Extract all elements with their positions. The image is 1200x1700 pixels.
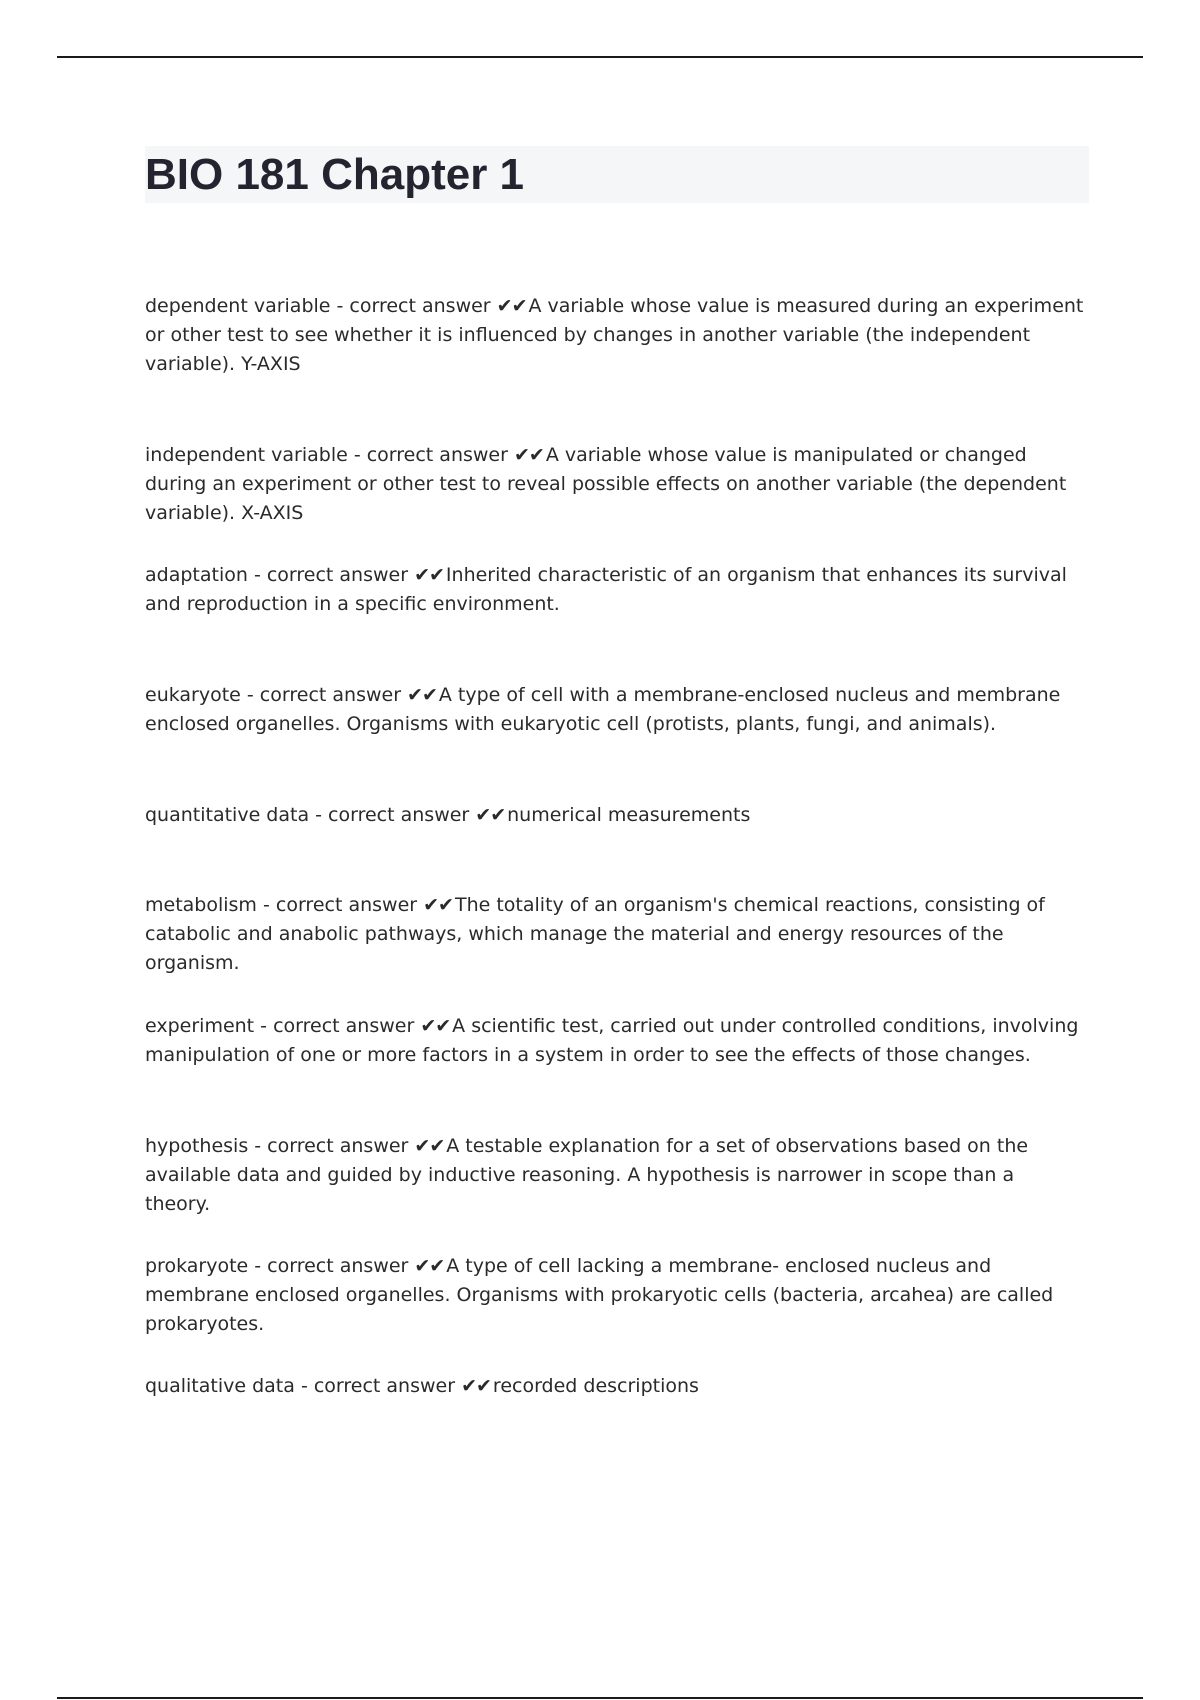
entry-independent-variable <box>145 441 1085 528</box>
entry-term: eukaryote <box>145 684 241 706</box>
entry-eukaryote <box>145 681 1085 739</box>
entry-experiment <box>145 1012 1085 1070</box>
entry-definition: The totality of an organism's chemical reactions, consisting of catabolic and anabolic pathways, which manage the material and energy resources of the organism. <box>145 894 1045 974</box>
check-marks-icon: ✔✔ <box>414 1255 445 1277</box>
entry-term: hypothesis <box>145 1135 249 1157</box>
check-marks-icon: ✔✔ <box>475 804 506 826</box>
entry-prokaryote <box>145 1252 1085 1339</box>
answer-separator: - correct answer <box>294 1375 462 1397</box>
entry-definition: numerical measurements <box>507 804 751 826</box>
entry-term: experiment <box>145 1015 255 1037</box>
entry-definition: A scientific test, carried out under controlled conditions, involving manipulation of one or more factors in a system in order to see the effects of those changes. <box>145 1015 1079 1066</box>
entry-hypothesis <box>145 1132 1085 1219</box>
answer-separator: - correct answer <box>248 1135 415 1157</box>
answer-separator: - correct answer <box>256 894 424 916</box>
entry-definition: A type of cell lacking a membrane- enclosed nucleus and membrane enclosed organelles. Organisms with prokaryotic cells (bacteria, arcahea) are called prokaryotes. <box>145 1255 1054 1335</box>
check-marks-icon: ✔✔ <box>414 1135 445 1157</box>
check-marks-icon: ✔✔ <box>407 684 437 706</box>
entry-metabolism <box>145 891 1085 978</box>
check-marks-icon: ✔✔ <box>513 444 544 466</box>
entry-term: adaptation <box>145 564 248 586</box>
check-marks-icon: ✔✔ <box>423 894 453 916</box>
answer-separator: - correct answer <box>247 564 415 586</box>
entry-definition: A testable explanation for a set of observations based on the available data and guided by inductive reasoning. A hypothesis is narrower in scope than a theory. <box>145 1135 1029 1215</box>
entry-definition: A type of cell with a membrane-enclosed nucleus and membrane enclosed organelles. Organisms with eukaryotic cell (protists, plants, fungi, and animals). <box>145 684 1061 735</box>
answer-separator: - correct answer <box>309 804 476 826</box>
entry-definition: recorded descriptions <box>492 1375 699 1397</box>
answer-separator: - correct answer <box>240 684 408 706</box>
check-marks-icon: ✔✔ <box>414 564 444 586</box>
entry-definition: A variable whose value is measured during an experiment or other test to see whether it is influenced by changes in another variable (the independent variable). Y-AXIS <box>145 295 1084 375</box>
answer-separator: - correct answer <box>248 1255 415 1277</box>
entry-term: independent variable <box>145 444 348 466</box>
entry-term: metabolism <box>145 894 257 916</box>
entry-qualitative-data <box>145 1372 1085 1401</box>
top-rule <box>57 56 1143 58</box>
entry-definition: Inherited characteristic of an organism that enhances its survival and reproduction in a specific environment. <box>145 564 1067 615</box>
entry-dependent-variable <box>145 292 1085 379</box>
entry-term: quantitative data <box>145 804 310 826</box>
check-marks-icon: ✔✔ <box>461 1375 491 1397</box>
entry-term: qualitative data <box>145 1375 295 1397</box>
bottom-rule <box>57 1697 1143 1699</box>
check-marks-icon: ✔✔ <box>420 1015 451 1037</box>
answer-separator: - correct answer <box>347 444 514 466</box>
entry-term: prokaryote <box>145 1255 249 1277</box>
answer-separator: - correct answer <box>254 1015 421 1037</box>
entry-quantitative-data <box>145 801 1085 830</box>
entry-adaptation <box>145 561 1085 619</box>
page-title: BIO 181 Chapter 1 <box>145 150 525 199</box>
entry-term: dependent variable <box>145 295 331 317</box>
entry-definition: A variable whose value is manipulated or changed during an experiment or other test to reveal possible effects on another variable (the dependent variable). X-AXIS <box>145 444 1067 524</box>
answer-separator: - correct answer <box>330 295 497 317</box>
check-marks-icon: ✔✔ <box>496 295 527 317</box>
